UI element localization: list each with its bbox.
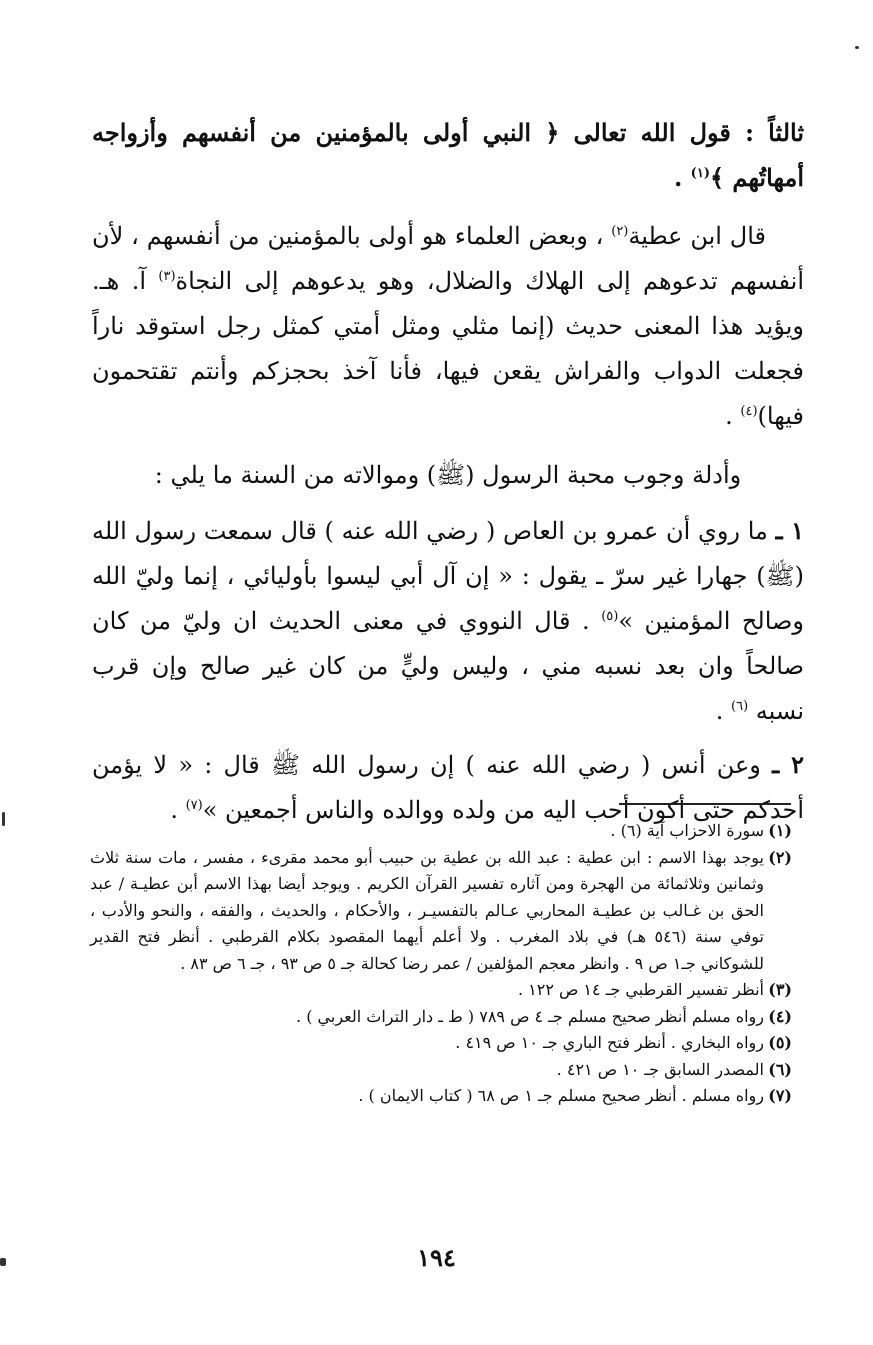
item-number: ١ ـ <box>775 516 804 545</box>
scan-speck <box>0 1258 6 1266</box>
footnote-ref-5: (٥) <box>601 609 619 624</box>
footnote-text: أنظر تفسير القرطبي جـ ١٤ ص ١٢٢ . <box>517 980 764 999</box>
section-label: ثالثاً : <box>745 118 805 147</box>
footnote-ref-2: (٢) <box>611 224 629 239</box>
item-text: وعن أنس ( رضي الله عنه ) إن رسول الله ﷺ قال : « لا يؤمن أحدكم حتى أكون أحب اليه من ولده ووالده والناس أجمعين » <box>92 751 804 824</box>
footnote-text: رواه مسلم . أنظر صحيح مسلم جـ ١ ص ٦٨ ( كتاب الايمان ) . <box>358 1086 764 1105</box>
footnote-text: يوجد بهذا الاسم : ابن عطية : عبد الله بن عطية بن حبيب أبو محمد مقرىء ، مفسر ، مات سنة ثلاث وثمانين وثلاثمائة من الهجرة ومن آثاره تفسير القرآن الكريم . ويوجد أيضا بهذا الاسم أبن عطيـة / عبد الحق بن غـالب بن عطيـة المحاربي عـالم بالتفسيـر ، والأحكام ، والحديث ، والفقه ، والنحو والأدب ، توفي سنة (٥٤٦ هـ) في بلاد المغرب . ولا أعلم أيهما المقصود بكلام القرطبي . أنظر فتح القدير للشوكاني جـ١ ص ٩ . وانظر معجم المؤلفين / عمر رضا كحالة جـ ٥ ص ٩٣ ، جـ ٦ ص ٨٣ . <box>90 847 764 973</box>
sentence-end: . <box>715 697 724 725</box>
footnote-item <box>90 977 792 1004</box>
footnote-text: رواه البخاري . أنظر فتح الباري جـ ١٠ ص ٤١٩ . <box>455 1033 764 1052</box>
footnote-number: (٥) <box>768 1033 792 1052</box>
main-text <box>92 110 804 841</box>
evidence-item-1 <box>92 508 804 734</box>
footnote-item <box>90 1004 792 1031</box>
footnote-item <box>90 1057 792 1084</box>
footnote-ref-3: (٣) <box>158 269 176 284</box>
sentence-end: . <box>673 163 683 192</box>
footnote-item <box>90 1030 792 1057</box>
section-heading-paragraph <box>92 110 804 200</box>
paragraph-text: قال ابن عطية <box>628 222 766 250</box>
item-number: ٢ ـ <box>772 750 804 779</box>
sentence-end: . <box>725 402 733 430</box>
scan-speck <box>2 812 5 826</box>
footnote-number: (٢) <box>768 847 792 867</box>
item-text: . قال النووي في معنى الحديث ان وليّ من كان صالحاً وان بعد نسبه مني ، وليس وليٍّ من كان غير صالح وإن قرب نسبه <box>92 607 804 725</box>
footnote-text: رواه مسلم أنظر صحيح مسلم جـ ٤ ص ٧٨٩ ( ط ـ دار التراث العربي ) . <box>296 1006 764 1026</box>
footnote-ref-1: (١) <box>690 166 710 181</box>
footnotes <box>90 818 792 1110</box>
footnote-ref-4: (٤) <box>740 404 758 419</box>
quran-verse: قول الله تعالى ﴿ النبي أولى بالمؤمنين من أنفسهم وأزواجه أمهاتُهم ﴾ <box>92 118 804 192</box>
footnote-ref-6: (٦) <box>731 699 749 714</box>
paragraph-text: ، وبعض العلماء هو أولى بالمؤمنين من أنفسهم ، لأن أنفسهم تدعوهم إلى الهلاك والضلال، وهو يدعوهم إلى النجاة <box>92 222 804 295</box>
footnote-item <box>90 1083 792 1110</box>
footnote-number: (٣) <box>768 980 792 999</box>
ibn-atiyya-paragraph <box>92 214 804 439</box>
evidence-intro-line: وأدلة وجوب محبة الرسول (ﷺ) وموالاته من السنة ما يلي : <box>154 461 742 489</box>
footnote-text: المصدر السابق جـ ١٠ ص ٤٢١ . <box>556 1059 764 1079</box>
item-text: ما روي أن عمرو بن العاص ( رضي الله عنه ) قال سمعت رسول الله (ﷺ) جهارا غير سرّ ـ يقول : « إن آل أبي ليسوا بأوليائي ، إنما وليّ الله وصالح المؤمنين » <box>92 517 805 635</box>
footnote-separator <box>619 803 791 805</box>
footnote-number: (١) <box>768 821 792 840</box>
page-number: ١٩٤ <box>417 1243 456 1272</box>
sentence-end: . <box>170 796 178 824</box>
footnote-ref-7: (٧) <box>185 798 203 813</box>
footnote-item <box>90 845 792 978</box>
paragraph-text: آ. هـ. ويؤيد هذا المعنى حديث (إنما مثلي ومثل أمتي كمثل رجل استوقد ناراً فجعلت الدواب والفراش يقعن فيها، فأنا آخذ بحجزكم وأنتم تقتحمون فيها) <box>92 267 804 430</box>
footnote-number: (٦) <box>768 1059 792 1079</box>
footnote-number: (٧) <box>768 1086 792 1105</box>
footnote-item <box>90 818 792 845</box>
footnote-number: (٤) <box>768 1006 792 1026</box>
scan-speck <box>855 46 859 49</box>
footnote-text: سورة الاحزاب آية (٦) . <box>610 821 764 840</box>
